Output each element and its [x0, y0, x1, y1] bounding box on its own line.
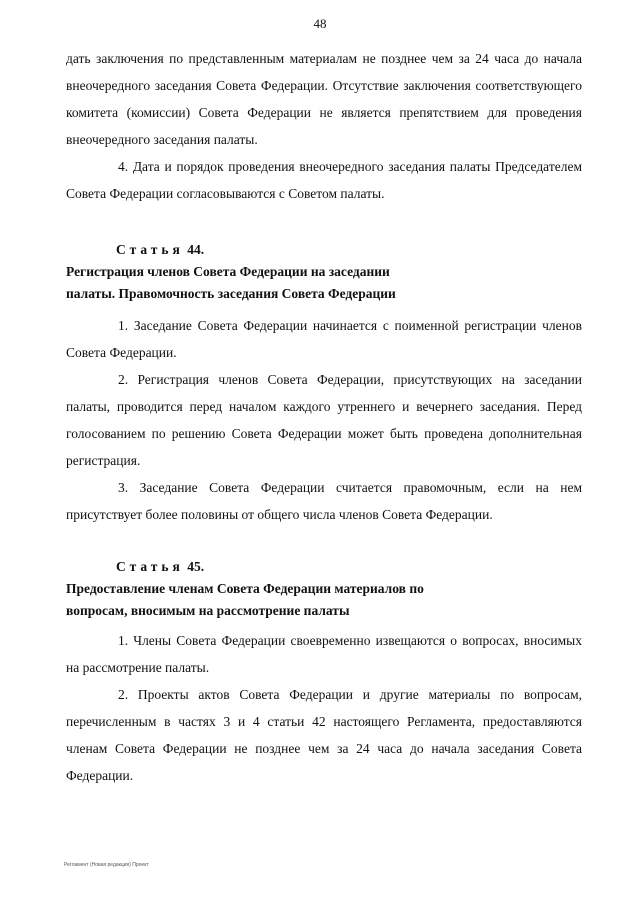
- paragraph-item-4: 4. Дата и порядок проведения внеочередного заседания палаты Председателем Совета Федерации согласовываются с Советом палаты.: [66, 159, 582, 201]
- article-44-number: 44.: [187, 242, 205, 257]
- article-45-paragraph-2: 2. Проекты актов Совета Федерации и другие материалы по вопросам, перечисленным в частях 3 и 4 статьи 42 настоящего Регламента, предоставляются членам Совета Федерации не позднее чем за 24 часа до начала заседания Совета Федерации.: [66, 687, 582, 783]
- article-45-title: Предоставление членам Совета Федерации материалов по вопросам, вносимым на рассмотрение палаты: [66, 581, 424, 618]
- article-45-label: Статья: [116, 559, 184, 574]
- article-44-paragraph-1: 1. Заседание Совета Федерации начинается с поименной регистрации членов Совета Федерации.: [66, 318, 582, 360]
- article-44-paragraph-3: 3. Заседание Совета Федерации считается правомочным, если на нем присутствует более половины от общего числа членов Совета Федерации.: [66, 480, 582, 522]
- article-44-paragraph-2: 2. Регистрация членов Совета Федерации, присутствующих на заседании палаты, проводится перед началом каждого утреннего и вечернего заседания. Перед голосованием по решению Совета Федерации может быть проведена дополнительная регистрация.: [66, 372, 582, 468]
- paragraph-continuation: дать заключения по представленным материалам не позднее чем за 24 часа до начала внеочередного заседания Совета Федерации. Отсутствие заключения соответствующего комитета (комиссии) Совета Федерации не является препятствием для проведения внеочередного заседания палаты.: [66, 51, 582, 147]
- footer-note: Регламент (Новая редакция) Проект: [64, 862, 149, 868]
- article-45-number: 45.: [187, 559, 205, 574]
- article-44-label: Статья: [116, 242, 184, 257]
- article-45-paragraph-1: 1. Члены Совета Федерации своевременно извещаются о вопросах, вносимых на рассмотрение палаты.: [66, 633, 582, 675]
- article-44-title: Регистрация членов Совета Федерации на заседании палаты. Правомочность заседания Совета Федерации: [66, 264, 396, 301]
- article-44-heading: [66, 239, 582, 305]
- page-number: 48: [313, 16, 327, 31]
- article-45-heading: [66, 556, 582, 622]
